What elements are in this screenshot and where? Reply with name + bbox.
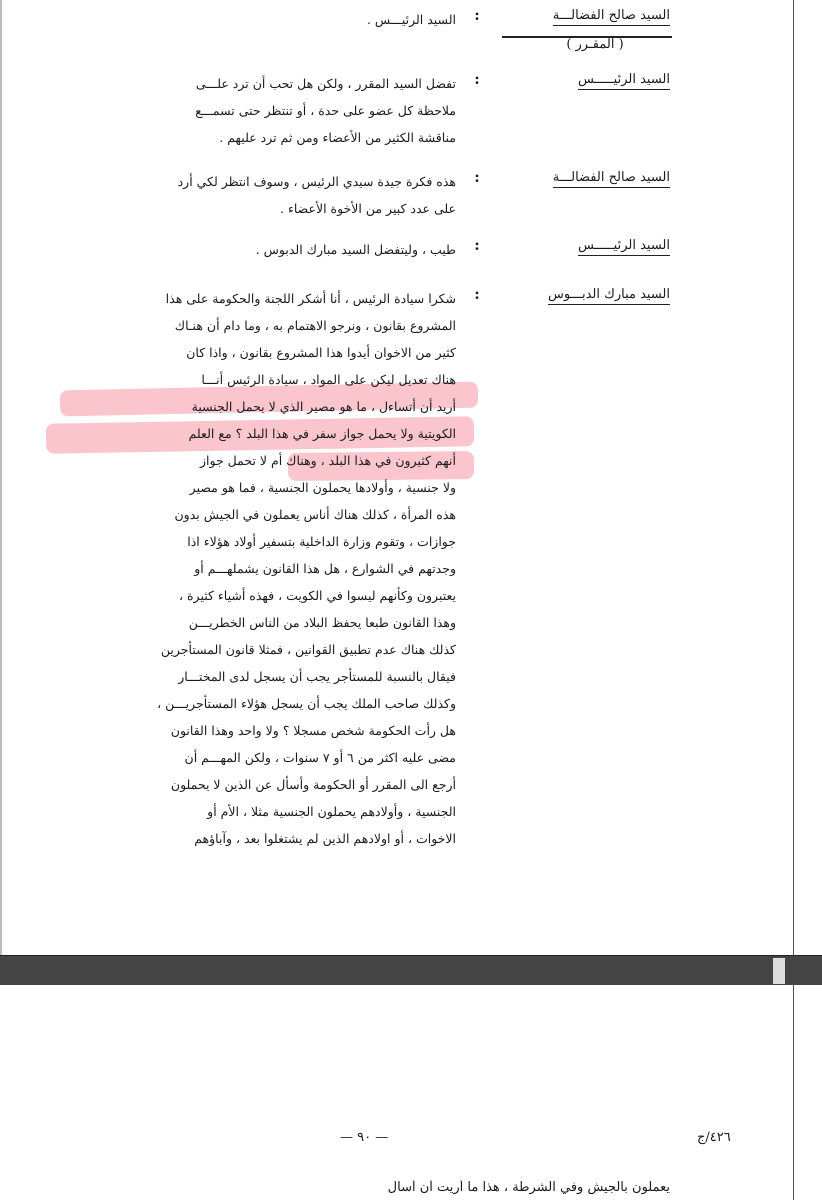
next-page-text: يعملون بالجيش وفي الشرطة ، هذا ما أريت أن أسأل — [387, 1180, 670, 1195]
speaker-colon: : — [474, 168, 480, 186]
document-page — [0, 985, 822, 1200]
page-footer — [0, 1130, 822, 1150]
speaker-colon: : — [474, 70, 480, 88]
speaker-colon: : — [474, 236, 480, 254]
speaker-colon: : — [474, 285, 480, 303]
speaker-name: السيد صالح الفضالـــة — [490, 8, 670, 26]
speaker-name: السيد صالح الفضالـــة — [490, 170, 670, 188]
speech-text: طيب ، وليتفضل السيد مبارك الدبوس . — [255, 242, 456, 257]
page-border-right — [793, 985, 794, 1200]
speaker-name: السيد مبارك الدبـــوس — [490, 287, 670, 305]
role-label: ( المقـرر ) — [566, 37, 624, 52]
speech-text: السيد الرئيـــس . — [366, 12, 456, 27]
scroll-marker — [773, 958, 785, 984]
speaker-name: السيد الرئيـــــس — [490, 72, 670, 90]
page-reference: ٤٢٦/ج — [697, 1130, 731, 1145]
speech-text: شكرا سيادة الرئيس ، أنا أشكر اللجنة والحكومة على هذا المشروع بقانون ، ونرجو الاهتمام به ، وما دام أن هنـاك كثير من الاخوان أيدوا هذا المشروع بقانون ، واذا كان هناك تعديل ليكن على المواد ، سيادة الرئيس أنـــا أريد أن أتساءل ، ما هو مصير الذي لا يحمل الجنسية الكويتية ولا يحمل جواز سفر في هذا البلد ؟ مع العلم أنهم كثيرون في هذا البلد ، وهناك أم لا تحمل جواز ولا جنسية ، وأولادها يحملون الجنسية ، فما هو مصير هذه المرأة ، كذلك هناك أناس يعملون في الجيش بدون جوازات ، وتقوم وزارة الداخلية بتسفير أولاد هؤلاء اذا وجدتهم في الشوارع ، هل هذا القانون يشملهـــم أو يعتبرون وكأنهم ليسوا في الكويت ، فهذه أشياء كثيرة ، وهذا القانون طبعا يحفظ البلاد من الناس الخطريـــن كذلك هناك عدم تطبيق القوانين ، فمثلا قانون المستأجرين فيقال بالنسبة للمستأجر يجب أن يسجل لدى المختـــار وكذلك صاحب الملك يجب أن يسجل هؤلاء المستأجريـــن ، هل رأت الحكومة شخص مسجلا ؟ ولا واحد وهذا القانون مضى عليه اكثر من ٦ أو ٧ سنوات ، ولكن المهـــم أن أرجع الى المقرر أو الحكومة وأسأل عن الذين لا يحملون الجنسية ، وأولادهم يحملون الجنسية مثلا ، الأم أو الاخوات ، أو اولادهم الذين لم يشتغلوا بعد ، وآباؤهم — [157, 291, 456, 846]
page-shadow-left — [0, 0, 2, 955]
page-separator — [0, 955, 822, 987]
page-number: — ٩٠ — — [340, 1130, 389, 1145]
page-border-right — [793, 0, 794, 955]
speaker-colon: : — [474, 6, 480, 24]
speech-text: هذه فكرة جيدة سيدي الرئيس ، وسوف انتظر لكي أرد على عدد كبير من الأخوة الأعضاء . — [177, 174, 456, 216]
speaker-name: السيد الرئيـــــس — [490, 238, 670, 256]
speech-text: تفضل السيد المقرر ، ولكن هل تحب أن ترد علـــى ملاحظة كل عضو على حدة ، أو تنتظر حتى تسمـــع مناقشة الكثير من الأعضاء ومن ثم ترد عليهم . — [195, 76, 456, 145]
